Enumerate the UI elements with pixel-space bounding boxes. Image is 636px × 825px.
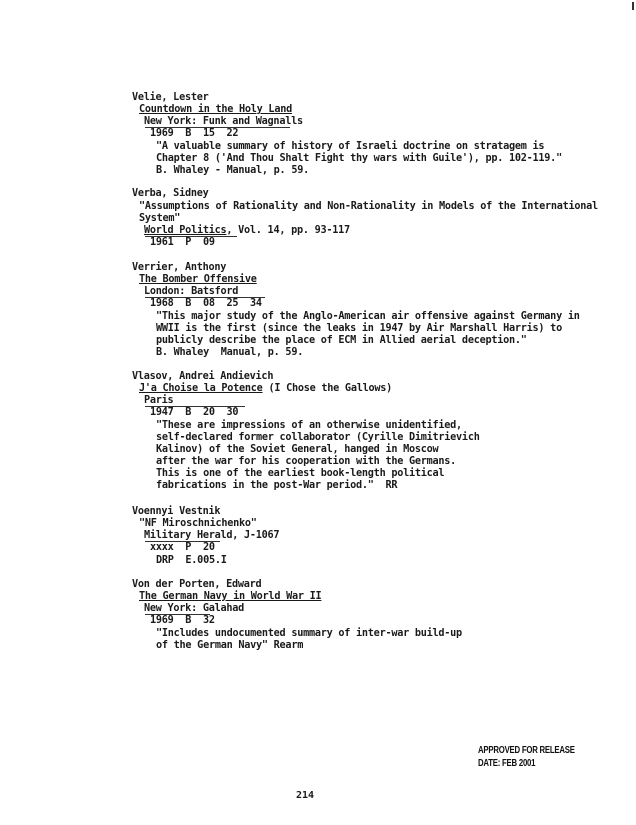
entry-codes: 1961 P 09 bbox=[150, 237, 215, 248]
entry-title: The German Navy in World War II bbox=[139, 591, 322, 602]
entry-title: The Bomber Offensive bbox=[139, 274, 257, 285]
entry-note-line: B. Whaley Manual, p. 59. bbox=[156, 347, 304, 358]
entry-note-line: "These are impressions of an otherwise unidentified, bbox=[156, 420, 462, 431]
entry-codes: 1968 B 08 25 34 bbox=[150, 298, 262, 309]
entry-note-line: Chapter 8 ('And Thou Shalt Fight thy wars with Guile'), pp. 102-119." bbox=[156, 153, 562, 164]
entry-note-line: B. Whaley - Manual, p. 59. bbox=[156, 165, 309, 176]
entry-extra-code: DRP E.005.I bbox=[156, 555, 227, 566]
entry-publisher: London: Batsford bbox=[144, 286, 239, 297]
entry-journal-details: , Vol. 14, pp. 93-117 bbox=[226, 225, 350, 236]
entry-note-line: WWII is the first (since the leaks in 1947 by Air Marshall Harris) to bbox=[156, 323, 562, 334]
entry-author: Vlasov, Andrei Andievich bbox=[132, 371, 274, 382]
entry-codes: 1969 B 32 bbox=[150, 615, 215, 626]
entry-author: Von der Porten, Edward bbox=[132, 579, 262, 590]
release-stamp-line1: APPROVED FOR RELEASE bbox=[478, 745, 575, 756]
entry-codes: 1969 B 15 22 bbox=[150, 128, 239, 139]
entry-author: Velie, Lester bbox=[132, 92, 209, 103]
page-number: 214 bbox=[296, 790, 315, 801]
entry-note-line: "This major study of the Anglo-American air offensive against Germany in bbox=[156, 311, 580, 322]
entry-title: Countdown in the Holy Land bbox=[139, 104, 292, 115]
entry-publisher: New York: Galahad bbox=[144, 603, 245, 614]
entry-note-line: "Includes undocumented summary of inter-war build-up bbox=[156, 628, 462, 639]
entry-note-line: self-declared former collaborator (Cyrille Dimitrievich bbox=[156, 432, 480, 443]
entry-author: Verba, Sidney bbox=[132, 188, 209, 199]
entry-note-line: after the war for his cooperation with the Germans. bbox=[156, 456, 457, 467]
release-stamp-line2: DATE: FEB 2001 bbox=[478, 758, 536, 769]
entry-publisher: Paris bbox=[144, 395, 174, 406]
entry-note-line: "A valuable summary of history of Israeli doctrine on stratagem is bbox=[156, 141, 545, 152]
entry-journal: World Politics bbox=[144, 225, 227, 236]
entry-note-line: of the German Navy" Rearm bbox=[156, 640, 304, 651]
entry-title-translation: (I Chose the Gallows) bbox=[262, 383, 392, 394]
entry-publisher: New York: Funk and Wagnalls bbox=[144, 116, 303, 127]
entry-note-line: publicly describe the place of ECM in Allied aerial deception." bbox=[156, 335, 527, 346]
entry-codes: 1947 B 20 30 bbox=[150, 407, 239, 418]
entry-codes: xxxx P 20 bbox=[150, 542, 215, 553]
entry-journal: Military Herald, J-1067 bbox=[144, 530, 280, 541]
entry-note-line: fabrications in the post-War period." RR bbox=[156, 480, 398, 491]
entry-title: "Assumptions of Rationality and Non-Rationality in Models of the International bbox=[139, 201, 598, 212]
entry-title-cont: System" bbox=[139, 213, 181, 224]
entry-title-line bbox=[139, 383, 392, 395]
corner-mark bbox=[632, 2, 634, 10]
entry-title: J'a Choise la Potence bbox=[139, 383, 263, 394]
entry-author: Voennyi Vestnik bbox=[132, 506, 221, 517]
entry-note-line: This is one of the earliest book-length political bbox=[156, 468, 445, 479]
entry-author: Verrier, Anthony bbox=[132, 262, 227, 273]
entry-note-line: Kalinov) of the Soviet General, hanged in Moscow bbox=[156, 444, 439, 455]
entry-title: "NF Miroschnichenko" bbox=[139, 518, 257, 529]
